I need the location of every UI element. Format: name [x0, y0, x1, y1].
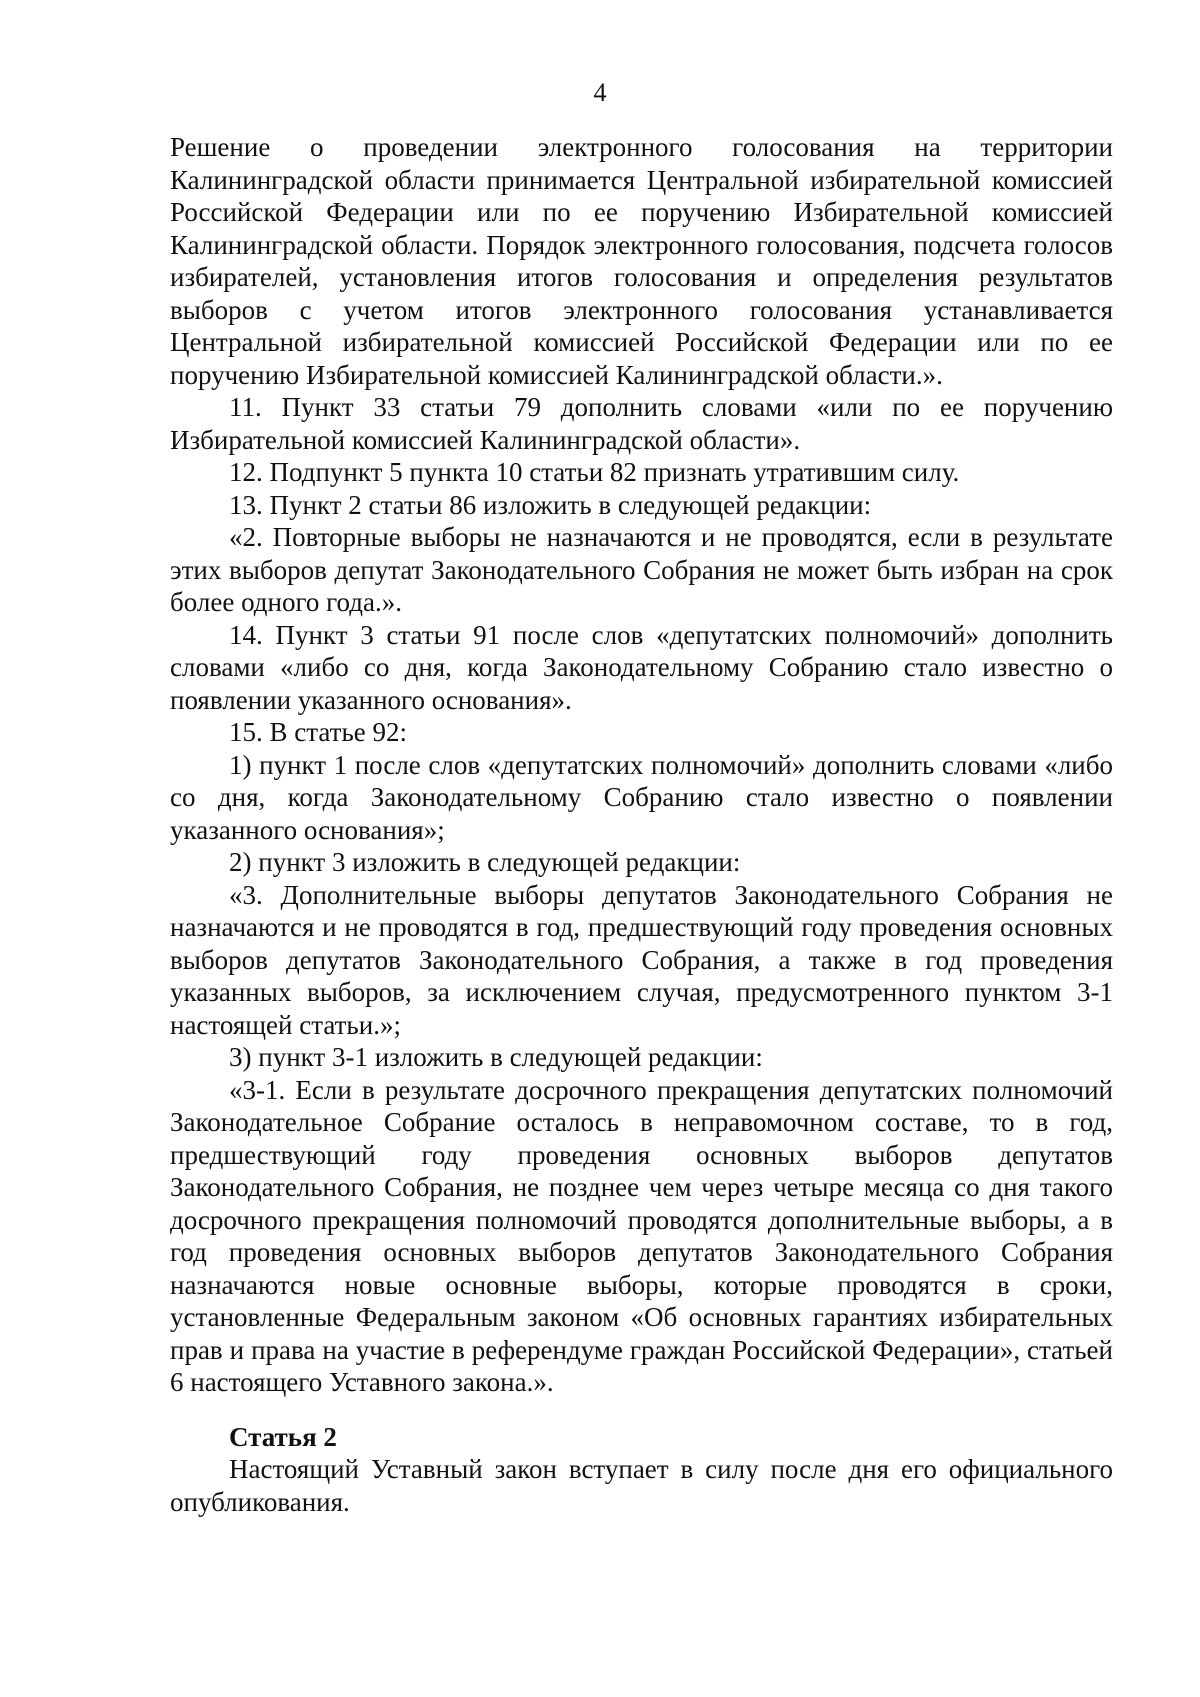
paragraph-item-13: 13. Пункт 2 статьи 86 изложить в следующей редакции: — [229, 489, 872, 520]
paragraph-item-13-text: «2. Повторные выборы не назначаются и не проводятся, если в результате этих выборов депутат Законодательного Собрания не может быть избран на срок более одного года.». — [170, 522, 1113, 617]
document-body — [170, 131, 1113, 1518]
page-number: 4 — [593, 78, 607, 107]
paragraph-item-12: 12. Подпункт 5 пункта 10 статьи 82 признать утратившим силу. — [229, 457, 960, 487]
paragraph-item-11: 11. Пункт 33 статьи 79 дополнить словами «или по ее поручению Избирательной комиссией Калининградской области». — [170, 392, 1113, 455]
paragraph-item-14: 14. Пункт 3 статьи 91 после слов «депутатских полномочий» дополнить словами «либо со дня, когда Законодательному Собранию стало известно о появлении указанного основания». — [170, 619, 1113, 715]
article-heading: Статья 2 — [229, 1421, 337, 1452]
paragraph-item-15-sub-2: 2) пункт 3 изложить в следующей редакции: — [229, 847, 741, 877]
paragraph-item-15-sub-1: 1) пункт 1 после слов «депутатских полномочий» дополнить словами «либо со дня, когда Законодательному Собранию стало известно о появлении указанного основания»; — [170, 749, 1113, 845]
paragraph-item-15-sub-2-text: «3. Дополнительные выборы депутатов Законодательного Собрания не назначаются и не проводятся в год, предшествующий году проведения основных выборов депутатов Законодательного Собрания, а также в год проведения указанных выборов, за исключением случая, предусмотренного пунктом 3-1 настоящей статьи.»; — [170, 879, 1113, 1040]
paragraph-item-15-sub-3-text: «3-1. Если в результате досрочного прекращения депутатских полномочий Законодательное Собрание осталось в неправомочном составе, то в год, предшествующий году проведения основных выборов депутатов Законодательного Собрания, не позднее чем через четыре месяца со дня такого досрочного прекращения полномочий проводятся дополнительные выборы, а в год проведения основных выборов депутатов Законодательного Собрания назначаются новые основные выборы, которые проводятся в сроки, установленные Федеральным законом «Об основных гарантиях избирательных прав и права на участие в референдуме граждан Российской Федерации», статьей 6 настоящего Уставного закона.». — [170, 1074, 1113, 1397]
paragraph-item-15: 15. В статье 92: — [229, 717, 408, 747]
paragraph-item-15-sub-3: 3) пункт 3-1 изложить в следующей редакции: — [229, 1042, 763, 1072]
paragraph-electronic-voting: Решение о проведении электронного голосования на территории Калининградской области принимается Центральной избирательной комиссией Российской Федерации или по ее поручению Избирательной комиссией Калининградской области. Порядок электронного голосования, подсчета голосов избирателей, установления итогов голосования и определения результатов выборов с учетом итогов электронного голосования устанавливается Центральной избирательной комиссией Российской Федерации или по ее поручению Избирательной комиссией Калининградской области.». — [170, 132, 1113, 390]
article-text: Настоящий Уставный закон вступает в силу после дня его официального опубликования. — [170, 1454, 1113, 1517]
